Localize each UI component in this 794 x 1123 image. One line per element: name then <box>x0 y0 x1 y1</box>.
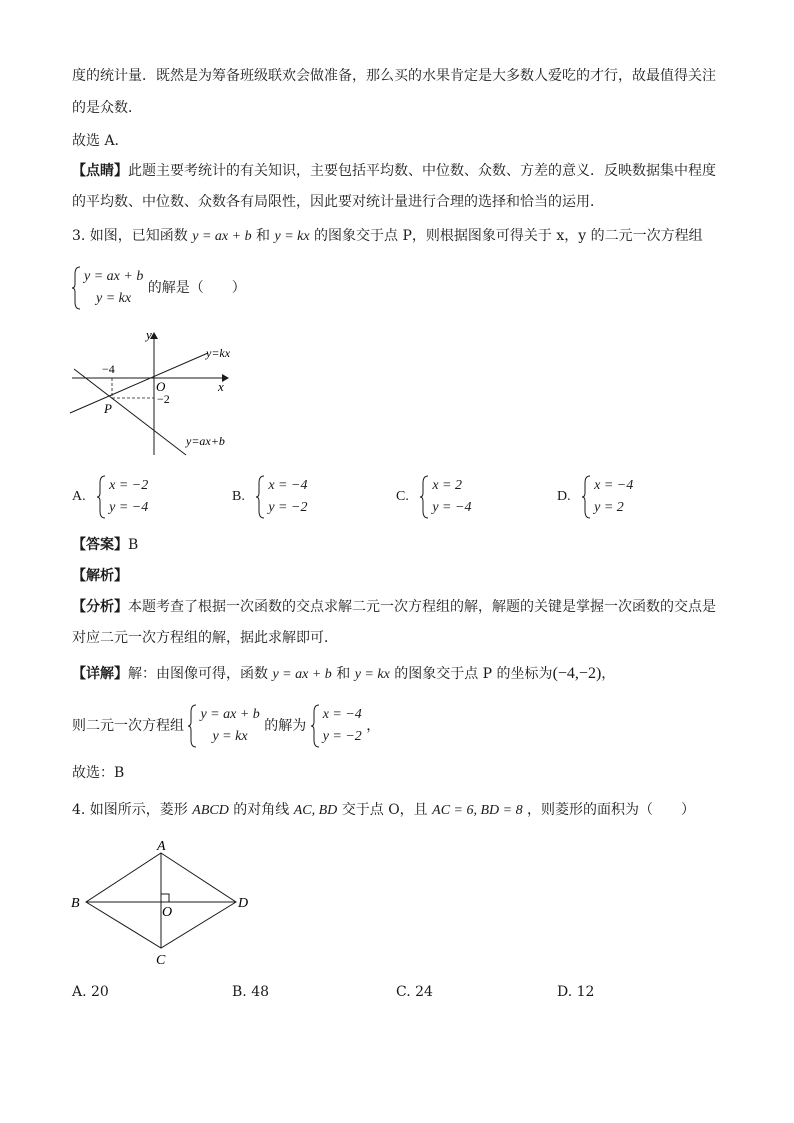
detail-formula-1: y = ax + b <box>272 667 332 682</box>
q4-values: AC = 6, BD = 8 <box>432 803 523 818</box>
detail-system <box>188 704 259 748</box>
option-row: x = 2 <box>432 478 463 493</box>
center-o: O <box>162 905 173 920</box>
vertex-c: C <box>156 953 166 968</box>
comment-line: 的平均数、中位数、众数各有局限性，因此要对统计量进行合理的选择和恰当的运用． <box>72 194 604 210</box>
option-system <box>256 475 307 519</box>
comment-tag: 【点睛】 <box>72 163 128 179</box>
option-row: y = −4 <box>432 500 472 515</box>
right-angle-mark <box>161 894 169 902</box>
detail-text: ， <box>601 666 616 682</box>
q4-text: 的对角线 <box>233 802 290 818</box>
q4-option-d: D. 12 <box>557 984 595 1000</box>
q3-stem-rest: 的图象交于点 P，则根据图象可得关于 x，y 的二元一次方程组 <box>314 228 703 244</box>
paragraph-line: 的是众数． <box>72 100 142 116</box>
option-row: y = −4 <box>109 500 149 515</box>
detail-solution <box>311 704 362 748</box>
line-y-ax-b <box>74 369 186 455</box>
vertex-d: D <box>238 896 249 911</box>
option-row: y = 2 <box>594 500 624 515</box>
analysis-tag <box>72 566 128 586</box>
option-row: x = −2 <box>109 478 149 493</box>
option-label: C. <box>396 489 409 504</box>
q3-formula-2: y = kx <box>274 229 310 244</box>
label-p: P <box>104 401 112 416</box>
q3-system-line <box>72 266 246 310</box>
label-minus4: −4 <box>102 362 115 376</box>
label-x: x <box>218 379 224 394</box>
q4-rhombus-figure <box>66 836 266 971</box>
q4-text: 交于点 O，且 <box>341 802 428 818</box>
q4-text: 4. 如图所示，菱形 <box>72 802 188 818</box>
fenxi-line <box>72 597 716 617</box>
detail-line <box>72 664 615 685</box>
q3-stem <box>72 226 703 247</box>
q4-option-c: C. 24 <box>396 984 433 1000</box>
q3-option-d <box>557 475 633 519</box>
fenxi-line: 对应二元一次方程组的解，据此求解即可． <box>72 630 338 646</box>
q3-graph <box>68 325 258 460</box>
option-row: y = −2 <box>268 500 308 515</box>
fenxi-tag: 【分析】 <box>72 599 128 615</box>
q3-ask: 的解是（ ） <box>147 280 246 296</box>
detail-text: 的解为 <box>264 718 307 734</box>
label-yaxb: y=ax+b <box>186 434 225 448</box>
q4-diagonals: AC, BD <box>293 803 338 818</box>
q3-system-row: y = ax + b <box>84 269 144 284</box>
option-label: A. <box>72 489 86 504</box>
option-row: x = −4 <box>268 478 308 493</box>
detail-system-row: y = kx <box>212 729 248 744</box>
option-system <box>420 475 471 519</box>
q4-option-a: A. 20 <box>72 984 109 1000</box>
line-y-kx <box>70 353 208 413</box>
vertex-b: B <box>71 896 80 911</box>
detail-formula-2: y = kx <box>354 667 390 682</box>
analysis-tag-text: 【解析】 <box>72 568 128 584</box>
q3-number: 3. 如图，已知函数 <box>72 228 188 244</box>
detail-text: 的图象交于点 P 的坐标为 <box>394 666 553 682</box>
q3-system <box>72 266 143 310</box>
vertex-a: A <box>157 839 166 854</box>
q4-option-b: B. 48 <box>232 984 270 1000</box>
option-label: B. <box>232 489 245 504</box>
detail-solution-row: x = −4 <box>322 707 362 722</box>
select-answer: 故选 A． <box>72 133 129 149</box>
detail-system-line <box>72 704 380 748</box>
detail-text: 解：由图像可得，函数 <box>128 666 268 682</box>
option-row: x = −4 <box>594 478 634 493</box>
q3-option-c <box>396 475 471 519</box>
fenxi-text: 本题考查了根据一次函数的交点求解二元一次方程组的解，解题的关键是掌握一次函数的交点是 <box>128 599 716 615</box>
answer-tag: 【答案】 <box>72 537 128 553</box>
detail-tag: 【详解】 <box>72 666 128 682</box>
label-minus2: −2 <box>157 392 170 406</box>
q4-stem <box>72 800 695 821</box>
answer-line <box>72 535 138 555</box>
label-y: y <box>146 327 152 342</box>
detail-coord: (−4,−2) <box>552 665 602 682</box>
option-system <box>582 475 633 519</box>
option-system <box>97 475 148 519</box>
q3-option-b <box>232 475 307 519</box>
q4-abcd: ABCD <box>192 803 229 818</box>
q3-option-a <box>72 475 148 519</box>
comment-text: 此题主要考统计的有关知识，主要包括平均数、中位数、众数、方差的意义．反映数据集中程度 <box>128 163 716 179</box>
detail-solution-row: y = −2 <box>322 729 362 744</box>
option-label: D. <box>557 489 571 504</box>
comment-line <box>72 161 716 181</box>
detail-system-row: y = ax + b <box>200 707 260 722</box>
paragraph-line: 度的统计量．既然是为筹备班级联欢会做准备，那么买的水果肯定是大多数人爱吃的才行，故最值得关注 <box>72 68 716 84</box>
answer-value: B <box>128 537 139 553</box>
detail-and: 和 <box>336 666 351 682</box>
label-origin: O <box>156 379 166 394</box>
detail-text: 则二元一次方程组 <box>72 718 184 734</box>
select-answer: 故选：B <box>72 765 125 781</box>
q3-system-row: y = kx <box>96 291 132 306</box>
q4-text: ，则菱形的面积为（ ） <box>527 802 696 818</box>
detail-text: ， <box>366 718 381 734</box>
q3-formula-1: y = ax + b <box>192 229 252 244</box>
q3-and: 和 <box>256 228 271 244</box>
label-ykx: y=kx <box>206 346 231 360</box>
